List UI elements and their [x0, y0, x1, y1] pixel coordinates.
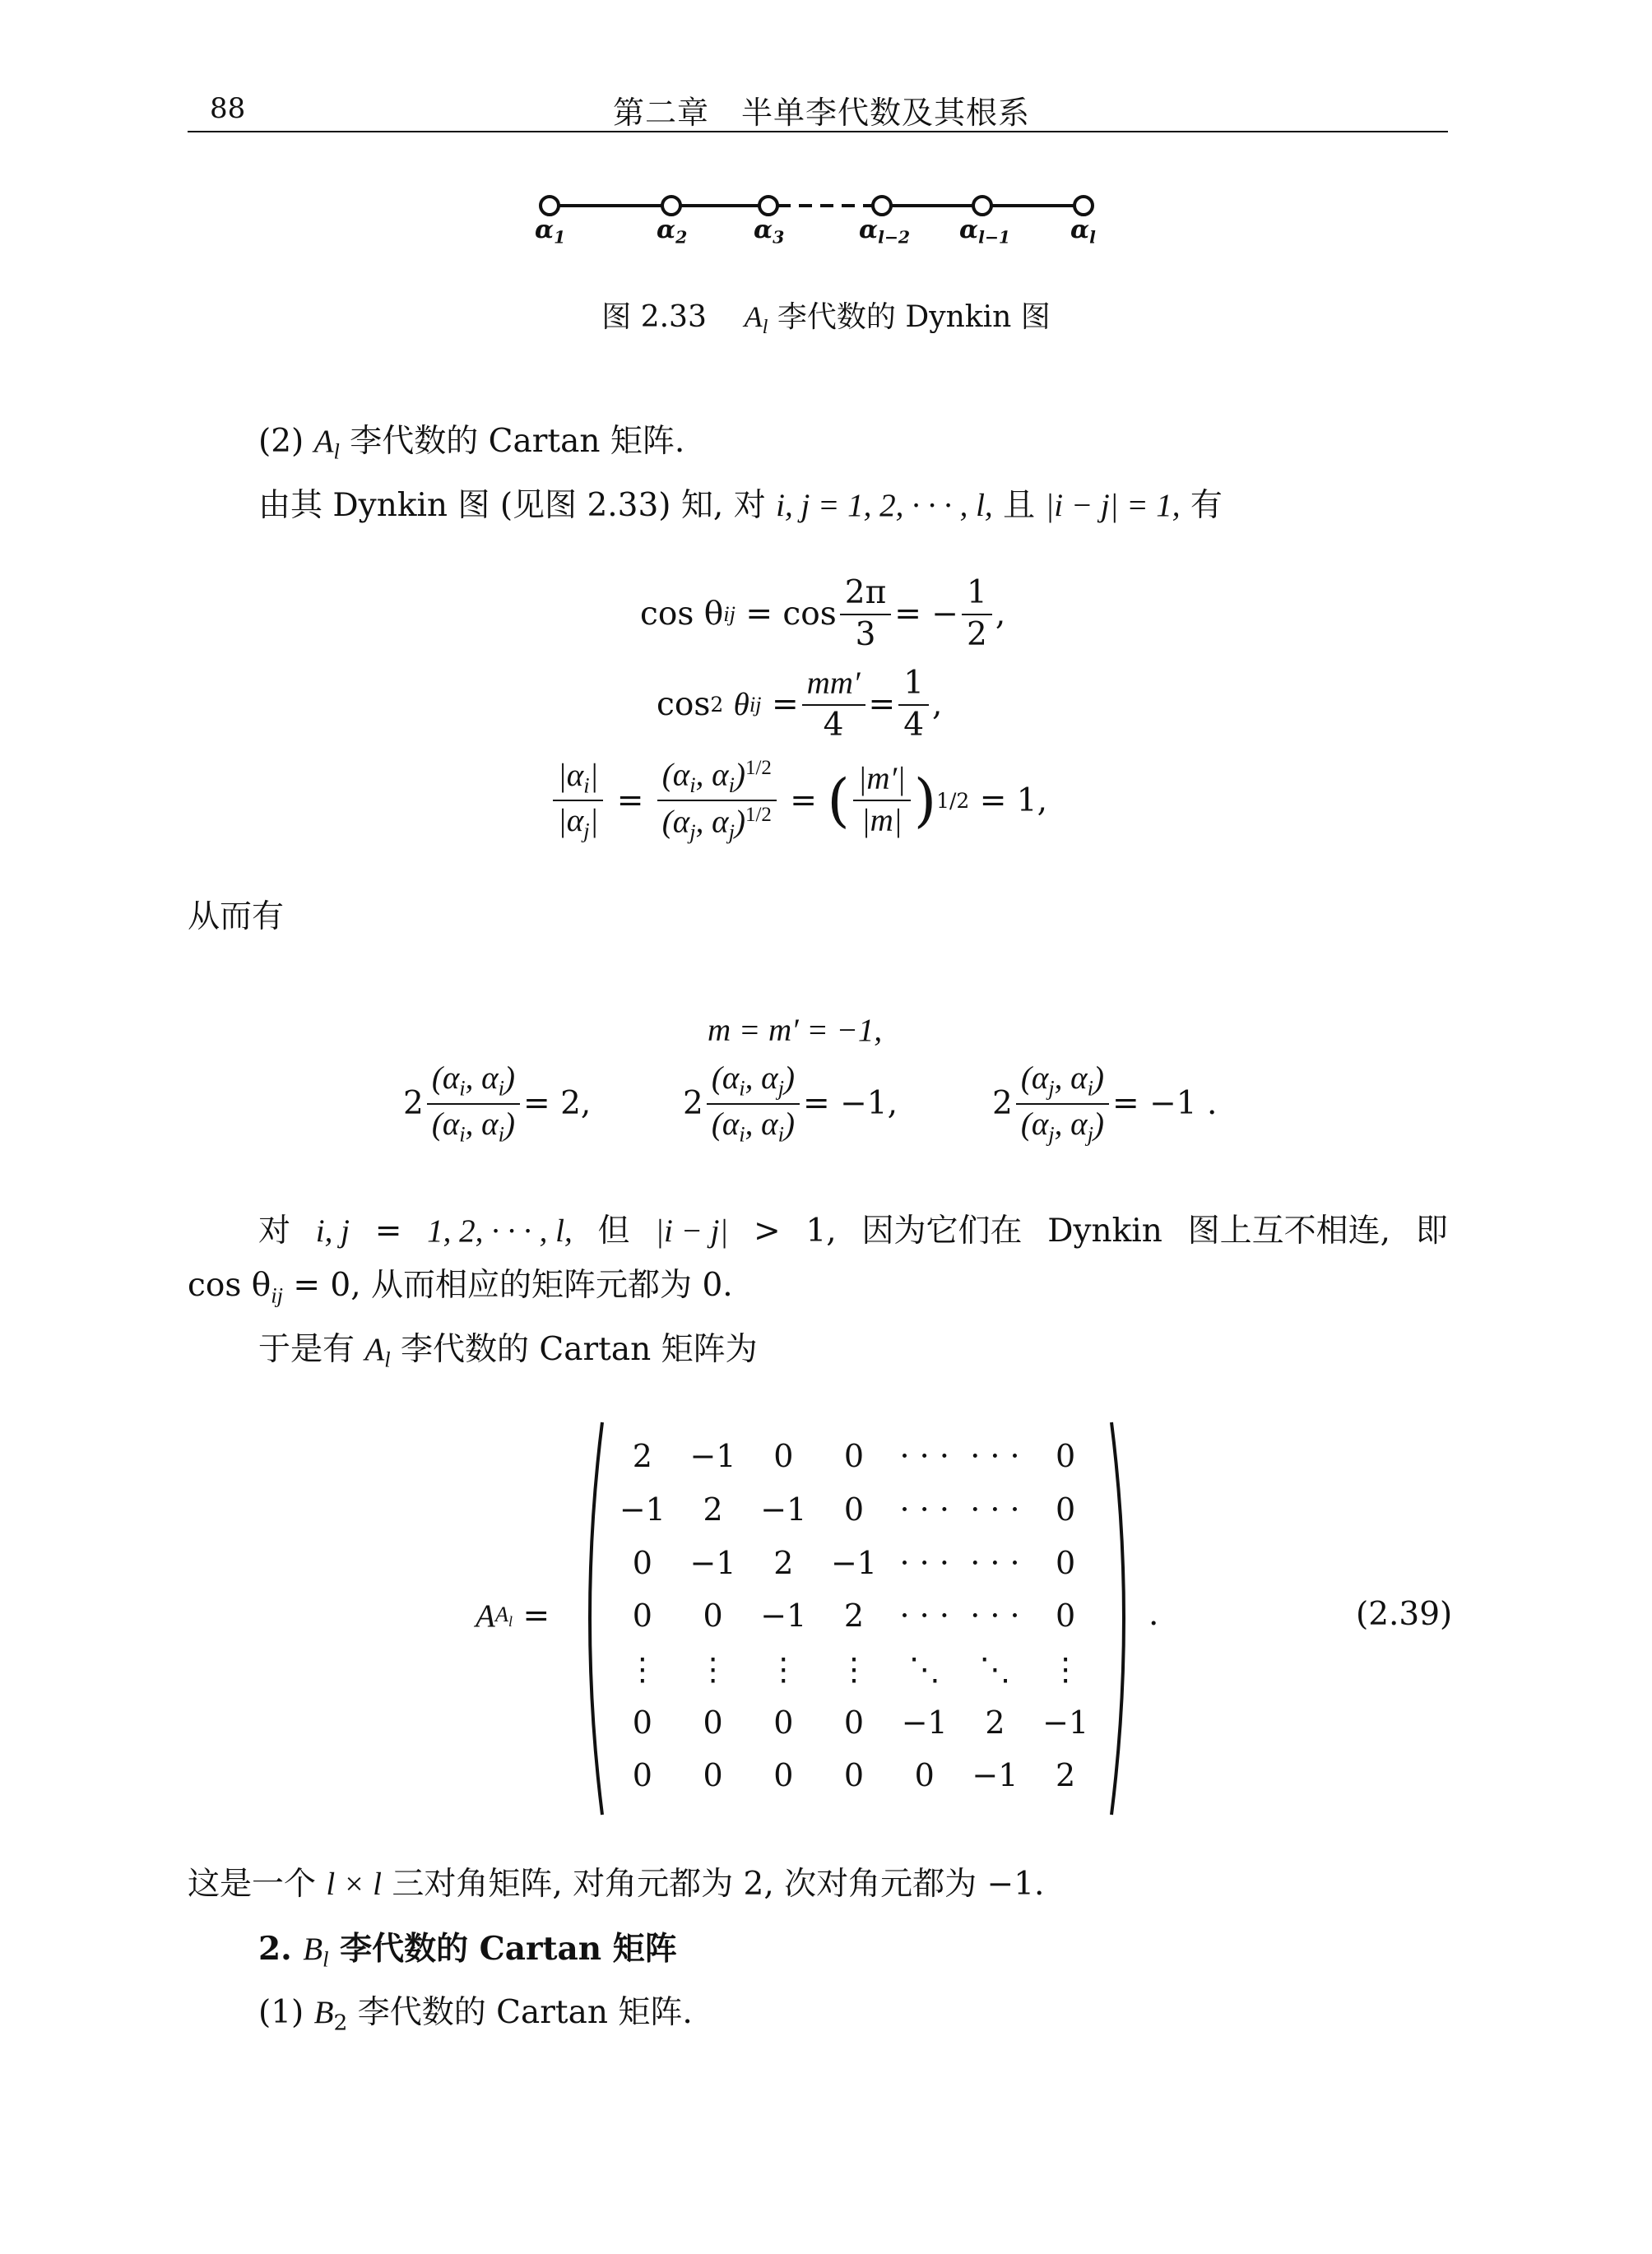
figure-number: 图 2.33 [601, 300, 707, 334]
matrix-cell: −1 [619, 1491, 666, 1528]
matrix-cell: 0 [773, 1438, 794, 1475]
figure-caption: 图 2.33 $A_l$ 李代数的 Dynkin 图 [601, 300, 1051, 338]
matrix-cell: · · · [899, 1438, 949, 1475]
matrix-cell: −1 [901, 1704, 948, 1741]
dynkin-node [662, 197, 680, 215]
matrix-cell: ⋮ [1050, 1651, 1082, 1688]
matrix-cell: 0 [773, 1757, 794, 1794]
subsection-heading-a2: (2) $A_l$ 李代数的 Cartan 矩阵. [258, 423, 685, 464]
equation-cos-squared: cos 2 θ ij = $\frac{mm'}{4}$ = $\frac{1}{4}$ , [657, 665, 943, 744]
matrix-end-punct: . [1149, 1596, 1159, 1633]
matrix-cell: · · · [970, 1544, 1020, 1581]
matrix-cell: 0 [632, 1704, 652, 1741]
matrix-left-paren [576, 1419, 609, 1818]
dynkin-node [873, 197, 891, 215]
dynkin-node [759, 197, 777, 215]
matrix-cell: −1 [830, 1544, 877, 1581]
matrix-cell: −1 [689, 1544, 736, 1581]
equation-cartan-entry-3: 2 $\frac{(\alpha_j, \alpha_i)}{(\alpha_j, \alpha_j)}$ = −1 . [992, 1060, 1218, 1147]
matrix-cell: 2 [985, 1704, 1005, 1741]
matrix-cell: 0 [703, 1598, 723, 1635]
matrix-cell: −1 [972, 1757, 1019, 1794]
matrix-cell: 2 [632, 1438, 652, 1475]
matrix-cell: 0 [843, 1704, 865, 1741]
section-heading-bl: 2. $B_l$ 李代数的 Cartan 矩阵 [258, 1930, 677, 1972]
dynkin-label-3: $\alpha_3$ [754, 216, 785, 248]
equation-cartan-entry-2: 2 $\frac{(\alpha_i, \alpha_j)}{(\alpha_i, \alpha_i)}$ = −1, [683, 1060, 898, 1147]
matrix-cell: 0 [1056, 1544, 1076, 1581]
header-rule [188, 131, 1448, 132]
therefore-text: 从而有 [188, 898, 285, 935]
intro-paragraph: 由其 Dynkin 图 (见图 2.33) 知, 对 i, j = 1, 2, · · · , l, 且 |i − j| = 1, 有 [258, 487, 1223, 524]
matrix-lhs: A $A_l$ = [476, 1598, 550, 1635]
dynkin-label-l: $\alpha_l$ [1070, 216, 1096, 248]
subsection-heading-b2: (1) $B_2$ 李代数的 Cartan 矩阵. [258, 1994, 693, 2036]
dynkin-node [973, 197, 991, 215]
equation-m-values: m = m′ = −1, [708, 1013, 883, 1048]
matrix-cell: 0 [632, 1544, 652, 1581]
tridiagonal-paragraph: 这是一个 l × l 三对角矩阵, 对角元都为 2, 次对角元都为 −1. [188, 1866, 1045, 1903]
matrix-cell: −1 [760, 1598, 807, 1635]
equation-cartan-entry-1: 2 $\frac{(\alpha_i, \alpha_i)}{(\alpha_i, \alpha_i)}$ = 2, [403, 1060, 592, 1147]
matrix-cell: · · · [970, 1598, 1020, 1635]
dynkin-node [1074, 197, 1093, 215]
equation-cos-theta: cos θ ij = cos $\frac{2\pi}{3}$ = − $\frac{1}{2}$ , [640, 574, 1006, 653]
hence-paragraph: 于是有 $A_l$ 李代数的 Cartan 矩阵为 [258, 1331, 758, 1372]
matrix-cell: 0 [1056, 1438, 1076, 1475]
matrix-cell: · · · [899, 1544, 949, 1581]
matrix-cell: 0 [1056, 1491, 1076, 1528]
page-number: 88 [210, 92, 246, 125]
matrix-cell: ⋮ [626, 1651, 658, 1688]
matrix-cell: ⋮ [697, 1651, 729, 1688]
matrix-cell: · · · [970, 1438, 1020, 1475]
matrix-cell: 0 [632, 1757, 652, 1794]
matrix-cell: 0 [1056, 1598, 1076, 1635]
running-head: 第二章 半单李代数及其根系 [613, 95, 1031, 131]
matrix-cell: ⋱ [979, 1651, 1011, 1688]
equation-number: (2.39) [1356, 1596, 1453, 1633]
dynkin-label-1: $\alpha_1$ [535, 216, 566, 248]
matrix-cell: 0 [632, 1598, 652, 1635]
dynkin-labels [527, 216, 1119, 257]
dynkin-node [541, 197, 559, 215]
matrix-cell: 0 [703, 1757, 723, 1794]
matrix-cell: −1 [760, 1491, 807, 1528]
matrix-cell: −1 [1042, 1704, 1089, 1741]
matrix-cell: 2 [773, 1544, 794, 1581]
matrix-cell: · · · [899, 1491, 949, 1528]
matrix-cell: 0 [843, 1491, 865, 1528]
dynkin-label-l-1: $\alpha_{l-1}$ [959, 216, 1011, 248]
matrix-right-paren [1105, 1419, 1138, 1818]
matrix-cell: −1 [689, 1438, 736, 1475]
matrix-cell: · · · [970, 1491, 1020, 1528]
matrix-cell: 0 [843, 1438, 865, 1475]
matrix-cell: 2 [1056, 1757, 1076, 1794]
dynkin-label-l-2: $\alpha_{l-2}$ [859, 216, 911, 248]
matrix-cell: ⋮ [838, 1651, 870, 1688]
matrix-cell: ⋱ [908, 1651, 940, 1688]
nonadjacent-paragraph-line2: $\cos \theta_{ij} = 0$, 从而相应的矩阵元都为 0. [188, 1267, 733, 1308]
cartan-matrix [607, 1430, 1101, 1802]
matrix-cell: 0 [843, 1757, 865, 1794]
matrix-cell: ⋮ [768, 1651, 800, 1688]
matrix-cell: 2 [703, 1491, 723, 1528]
matrix-cell: 0 [703, 1704, 723, 1741]
matrix-cell: · · · [899, 1598, 949, 1635]
equation-root-length-ratio: $\frac{|\alpha_i|}{|\alpha_j|}$ = $\frac{(\alpha_i, \alpha_i)^{1/2}}{(\alpha_j, \alpha_j)^{1/2}}$ = ( $\frac{|m'|}{|m|}$ ) 1/2 = 1, [550, 757, 1047, 845]
matrix-cell: 0 [773, 1704, 794, 1741]
nonadjacent-paragraph-line1: 对 i, j = 1, 2, · · · , l, 但 |i − j| > 1, 因为它们在 Dynkin 图上互不相连, 即 [258, 1213, 1448, 1250]
matrix-cell: 2 [843, 1598, 865, 1635]
matrix-cell: 0 [914, 1757, 935, 1794]
dynkin-label-2: $\alpha_2$ [657, 216, 688, 248]
